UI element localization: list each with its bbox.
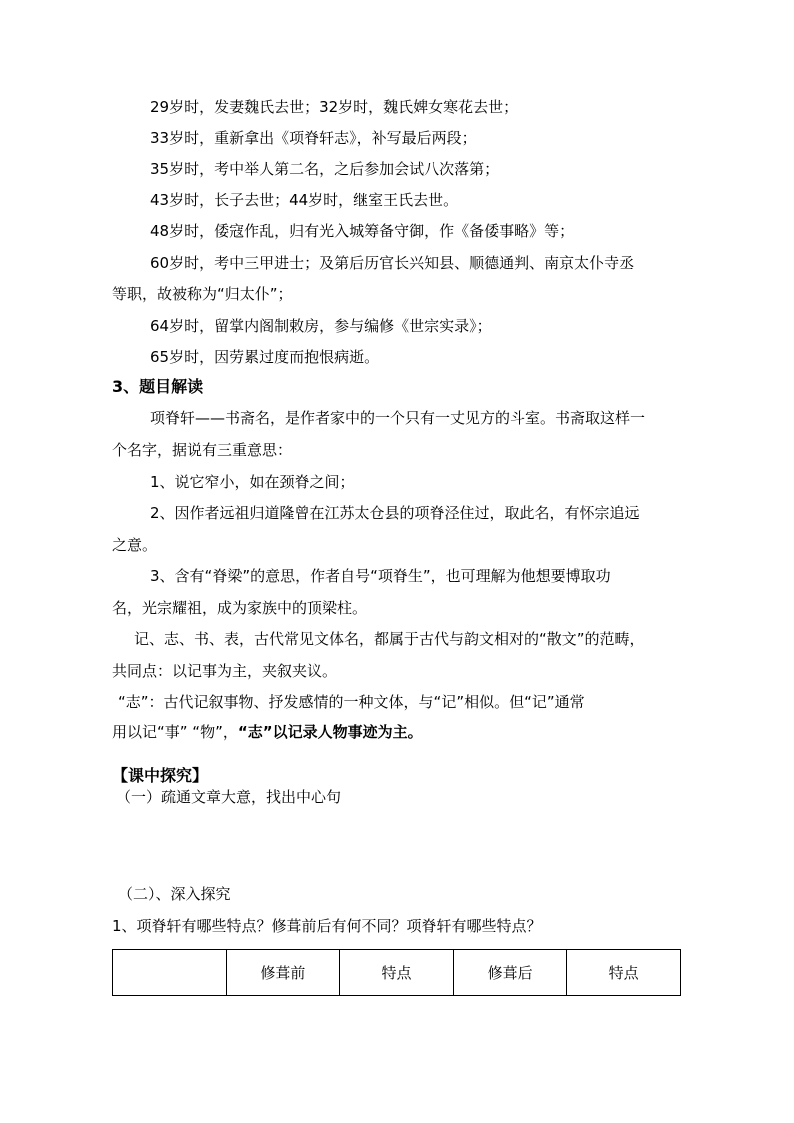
timeline-line-2: 33岁时，重新拿出《项脊轩志》，补写最后两段； (150, 129, 477, 147)
genre-line-2: 共同点：以记事为主，夹叙夹议。 (112, 662, 338, 680)
timeline-line-6: 60岁时，考中三甲进士；及第后历官长兴知县、顺德通判、南京太仆寺丞 (150, 254, 635, 272)
genre-line-1: 记、志、书、表，古代常见文体名，都属于古代与韵文相对的“散文”的范畴， (134, 630, 645, 648)
timeline-line-8: 64岁时，留掌内阁制敕房，参与编修《世宗实录》； (150, 317, 492, 335)
intro-line-2: 个名字，据说有三重意思： (112, 441, 293, 459)
zhi-line-2 (112, 722, 423, 742)
comparison-table (112, 949, 681, 996)
inclass-part-1: （一）疏通文章大意，找出中心句 (116, 788, 342, 806)
zhi-line-1: “志”：古代记叙事物、抒发感情的一种文体，与“记”相似。但“记”通常 (118, 693, 585, 711)
meaning-item-3-line-2: 名，光宗耀祖，成为家族中的顶梁柱。 (112, 599, 368, 617)
table-cell-blank (113, 950, 227, 996)
zhi-line-2-bold: “志”以记录人物事迹为主。 (237, 723, 423, 741)
timeline-line-7: 等职，故被称为“归太仆”； (112, 285, 293, 303)
question-1: 1、项脊轩有哪些特点？修葺前后有何不同？项脊轩有哪些特点？ (112, 917, 542, 935)
timeline-line-3: 35岁时，考中举人第二名，之后参加会试八次落第； (150, 160, 500, 178)
table-cell-feature-2: 特点 (567, 950, 681, 996)
meaning-item-2-line-1: 2、因作者远祖归道隆曾在江苏太仓县的项脊泾住过，取此名，有怀宗追远 (150, 504, 640, 522)
table-row (113, 950, 681, 996)
table-cell-after: 修葺后 (453, 950, 567, 996)
section-3-heading: 3、题目解读 (112, 377, 204, 396)
inclass-part-2: （二）、深入探究 (118, 885, 231, 903)
meaning-item-3-line-1: 3、含有“脊梁”的意思，作者自号“项脊生”，也可理解为他想要博取功 (150, 567, 611, 585)
inclass-heading: 【课中探究】 (112, 766, 209, 785)
table-cell-feature-1: 特点 (340, 950, 454, 996)
meaning-item-2-line-2: 之意。 (112, 536, 158, 554)
timeline-line-1: 29岁时，发妻魏氏去世；32岁时，魏氏婢女寒花去世； (150, 98, 519, 116)
meaning-item-1: 1、说它窄小，如在颈脊之间； (150, 473, 355, 491)
timeline-line-5: 48岁时，倭寇作乱，归有光入城筹备守御，作《备倭事略》等； (150, 222, 575, 240)
table-cell-before: 修葺前 (226, 950, 340, 996)
timeline-line-9: 65岁时，因劳累过度而抱恨病逝。 (150, 348, 380, 366)
zhi-line-2-plain: 用以记“事” “物”， (112, 723, 238, 741)
intro-line-1: 项脊轩——书斋名，是作者家中的一个只有一丈见方的斗室。书斋取这样一 (150, 409, 646, 427)
timeline-line-4: 43岁时，长子去世；44岁时，继室王氏去世。 (150, 191, 459, 209)
